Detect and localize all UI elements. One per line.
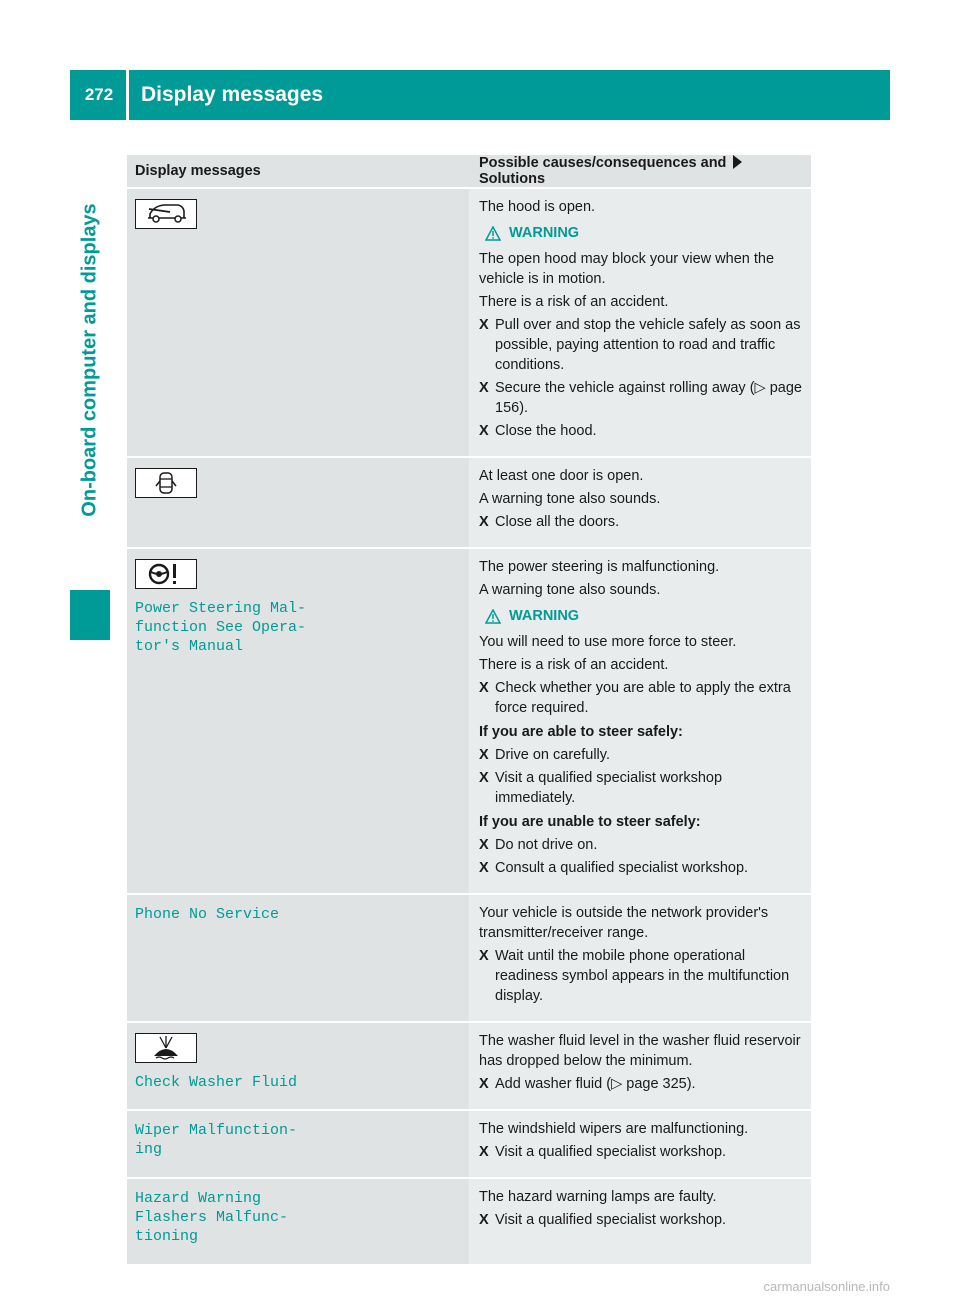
col-header-solutions-text: Solutions (479, 171, 546, 187)
message-cell (127, 1110, 469, 1178)
step-arrow-icon: X (479, 837, 489, 853)
step-arrow-icon: X (479, 423, 489, 439)
solution-cell (469, 1178, 811, 1265)
warning-heading (485, 606, 803, 626)
step-text: Visit a qualified specialist workshop. (495, 1212, 727, 1228)
step-text: Consult a qualified specialist workshop. (495, 860, 749, 876)
step-arrow-icon: X (479, 948, 489, 964)
step-text: Drive on carefully. (495, 747, 610, 763)
table-row (127, 894, 811, 1022)
step-arrow-icon: X (479, 770, 489, 786)
table-header-row (127, 155, 811, 188)
warning-label: WARNING (509, 608, 580, 624)
table-row (127, 1022, 811, 1110)
cause-text: The windshield wipers are malfunctioning. (479, 1121, 749, 1137)
cause-text: A warning tone also sounds. (479, 491, 661, 507)
solution-step (479, 835, 803, 855)
step-text: Wait until the mobile phone operational readiness symbol appears in the multifunction display. (495, 948, 790, 1004)
step-text: Close the hood. (495, 423, 597, 439)
warning-triangle-icon (485, 609, 501, 624)
condition-heading: If you are unable to steer safely: (479, 814, 701, 830)
message-cell (127, 1178, 469, 1265)
warning-text: You will need to use more force to steer. (479, 634, 737, 650)
page-reference-link[interactable]: page 325). (626, 1076, 696, 1092)
power-steering-warning-icon (135, 559, 197, 589)
solution-step (479, 1210, 803, 1230)
step-text: Pull over and stop the vehicle safely as soon as possible, paying attention to road and traffic conditions. (495, 317, 801, 373)
page-title: Display messages (141, 83, 324, 106)
warning-text: There is a risk of an accident. (479, 657, 669, 673)
step-text (495, 1074, 696, 1094)
solution-step (479, 1142, 803, 1162)
page-reference-link[interactable]: page 156). (495, 380, 802, 416)
solution-step (479, 378, 803, 418)
chapter-tab (70, 590, 110, 640)
step-arrow-icon: X (479, 860, 489, 876)
solution-step (479, 1074, 803, 1094)
step-text-part: Add washer fluid ( (495, 1076, 612, 1092)
cause-text: The hazard warning lamps are faulty. (479, 1189, 717, 1205)
door-open-icon (135, 468, 197, 498)
step-text: Check whether you are able to apply the extra force required. (495, 680, 791, 716)
cause-text: At least one door is open. (479, 468, 644, 484)
display-message: Wiper Malfunction‑ ing (135, 1122, 298, 1158)
message-cell (127, 457, 469, 548)
table-row (127, 457, 811, 548)
warning-text: There is a risk of an accident. (479, 294, 669, 310)
solution-step (479, 768, 803, 808)
cause-text: A warning tone also sounds. (479, 582, 661, 598)
footer-watermark: carmanualsonline.info (763, 1279, 890, 1294)
solution-step (479, 421, 803, 441)
message-cell (127, 1022, 469, 1110)
page-number: 272 (84, 85, 114, 104)
hood-open-icon (135, 199, 197, 229)
step-arrow-icon: X (479, 1212, 489, 1228)
solution-step (479, 946, 803, 1006)
solution-step (479, 745, 803, 765)
display-messages-table (127, 155, 811, 1266)
table-row (127, 1178, 811, 1265)
solution-cell (469, 894, 811, 1022)
warning-triangle-icon (485, 226, 501, 241)
table-row (127, 1110, 811, 1178)
condition-heading: If you are able to steer safely: (479, 724, 683, 740)
step-text (495, 378, 803, 418)
header-separator (126, 70, 129, 120)
table-row (127, 548, 811, 894)
step-text: Close all the doors. (495, 514, 620, 530)
solution-cell (469, 188, 811, 457)
message-cell (127, 894, 469, 1022)
warning-text: The open hood may block your view when the vehicle is in motion. (479, 251, 775, 287)
cause-text: The power steering is malfunctioning. (479, 559, 720, 575)
solution-cell (469, 1110, 811, 1178)
message-cell (127, 188, 469, 457)
step-arrow-icon: X (479, 747, 489, 763)
display-message: Phone No Service (135, 906, 280, 923)
solution-step (479, 315, 803, 375)
col-header-messages: Display messages (127, 155, 469, 188)
step-text: Visit a qualified specialist workshop. (495, 1144, 727, 1160)
cause-text: The hood is open. (479, 199, 596, 215)
step-arrow-icon: X (479, 1076, 489, 1092)
chapter-title: On-board computer and displays (78, 203, 101, 517)
page-ref-arrow-icon: ▷ (754, 380, 770, 396)
step-text: Do not drive on. (495, 837, 598, 853)
table-row (127, 188, 811, 457)
page-ref-arrow-icon: ▷ (611, 1076, 627, 1092)
solution-step (479, 512, 803, 532)
step-arrow-icon: X (479, 680, 489, 696)
step-arrow-icon: X (479, 514, 489, 530)
message-cell (127, 548, 469, 894)
warning-heading (485, 223, 803, 243)
step-arrow-icon: X (479, 317, 489, 333)
chapter-side-label (70, 130, 110, 590)
step-arrow-icon: X (479, 1144, 489, 1160)
warning-label: WARNING (509, 225, 580, 241)
step-text-part: Secure the vehicle against rolling away ( (495, 380, 755, 396)
cause-text: The washer fluid level in the washer fluid reservoir has dropped below the minimum. (479, 1033, 801, 1069)
solution-cell (469, 457, 811, 548)
display-message: Hazard Warning Flashers Malfunc‑ tioning (135, 1190, 289, 1245)
step-arrow-icon: X (479, 380, 489, 396)
col-header-causes (469, 155, 811, 188)
solution-step (479, 678, 803, 718)
washer-fluid-icon (135, 1033, 197, 1063)
arrow-right-icon (733, 155, 742, 169)
solution-step (479, 858, 803, 878)
display-message: Check Washer Fluid (135, 1074, 298, 1091)
display-message: Power Steering Mal‑ function See Opera‑ tor's Manual (135, 600, 307, 655)
solution-cell (469, 548, 811, 894)
step-text: Visit a qualified specialist workshop immediately. (495, 770, 723, 806)
cause-text: Your vehicle is outside the network provider's transmitter/receiver range. (479, 905, 769, 941)
col-header-causes-text: Possible causes/consequences and (479, 155, 727, 171)
solution-cell (469, 1022, 811, 1110)
